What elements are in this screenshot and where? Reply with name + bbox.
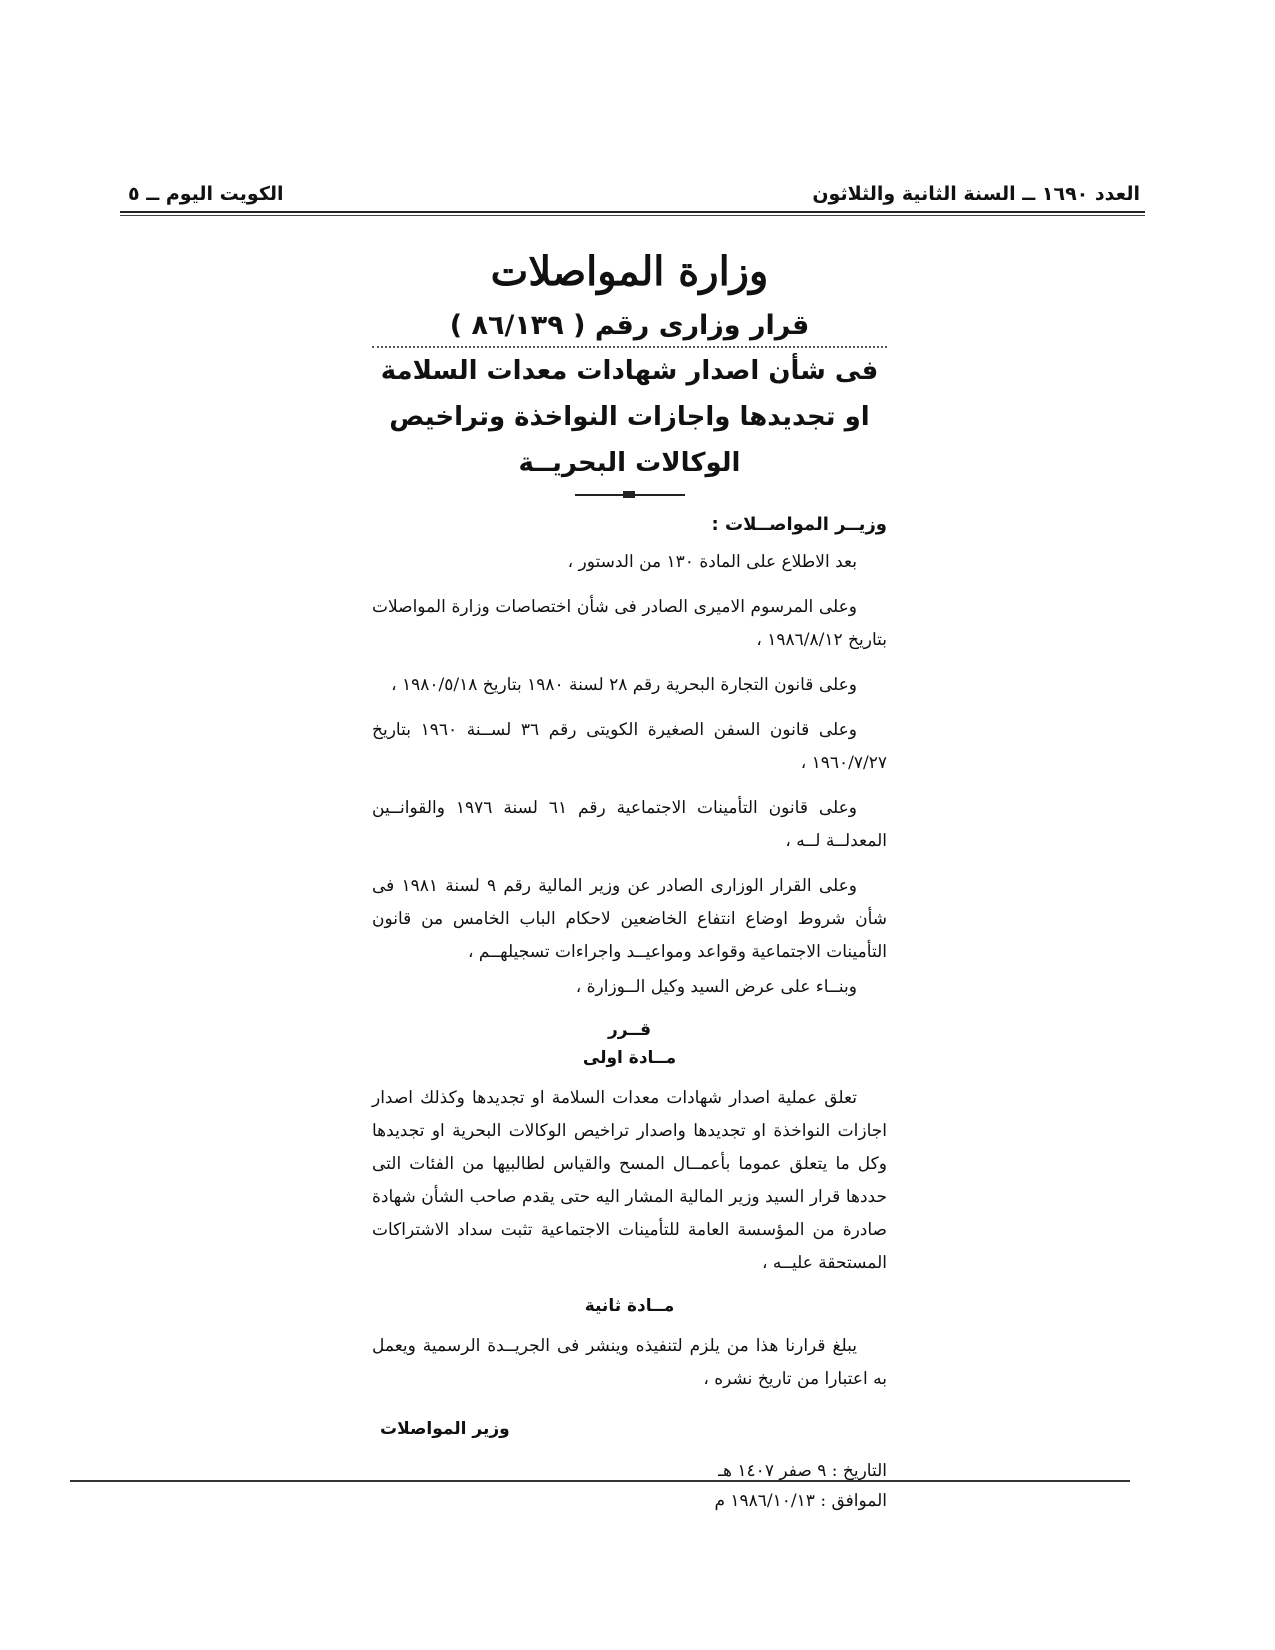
preamble-paragraph: وعلى القرار الوزارى الصادر عن وزير المالية رقم ٩ لسنة ١٩٨١ فى شأن شروط اوضاع انتفاع الخاضعين لاحكام الباب الخامس من قانون التأمينات الاجتماعية وقواعد ومواعيــد واجراءات تسجيلهــم ، (372, 876, 887, 962)
title-divider (575, 494, 685, 496)
decided-heading: قــرر (607, 1020, 652, 1040)
divider-ornament (623, 491, 635, 498)
decree-number: قرار وزارى رقم ( ٨٦/١٣٩ ) (449, 310, 810, 341)
preamble-paragraph: وعلى قانون السفن الصغيرة الكويتى رقم ٣٦ لســنة ١٩٦٠ بتاريخ ١٩٦٠/٧/٢٧ ، (372, 720, 887, 773)
header-rule-thin (120, 215, 1145, 216)
article-2-text: يبلغ قرارنا هذا من يلزم لتنفيذه وينشر فى الجريــدة الرسمية ويعمل به اعتبارا من تاريخ نشره ، (372, 1336, 887, 1389)
date-gregorian: الموافق : ١٩٨٦/١٠/١٣ م (714, 1491, 887, 1511)
page-header (128, 178, 1140, 210)
article-1-text: تعلق عملية اصدار شهادات معدات السلامة او تجديدها وكذلك اصدار اجازات النواخذة او تجديدها واصدار تراخيص الوكالات البحرية او تجديدها وكل ما يتعلق عموما بأعمــال المسح والقياس لطالبيها من الفئات التى حددها قرار السيد وزير المالية المشار اليه حتى يقدم صاحب الشأن شهادة صادرة من المؤسسة العامة للتأمينات الاجتماعية تثبت سداد الاشتراكات المستحقة عليــه ، (372, 1088, 887, 1273)
date-block (372, 1456, 887, 1516)
decree-column (372, 230, 887, 1516)
preamble-paragraph: وعلى قانون التجارة البحرية رقم ٢٨ لسنة ١٩٨٠ بتاريخ ١٩٨٠/٥/١٨ ، (391, 675, 857, 695)
decree-subject: فى شأن اصدار شهادات معدات السلامة او تجديدها واجازات النواخذة وتراخيص الوكالات البحريــة (372, 346, 887, 486)
issue-number: العدد ١٦٩٠ ــ السنة الثانية والثلاثون (812, 183, 1140, 205)
preamble-paragraph: وبنــاء على عرض السيد وكيل الــوزارة ، (575, 977, 857, 997)
minister-signature: وزير المواصلات (380, 1419, 510, 1439)
article-2-title: مــادة ثانية (584, 1296, 675, 1316)
minister-heading: وزيــر المواصــلات : (711, 514, 887, 535)
article-1-title: مــادة اولى (582, 1048, 677, 1068)
preamble-paragraph: وعلى قانون التأمينات الاجتماعية رقم ٦١ لسنة ١٩٧٦ والقوانــين المعدلــة لــه ، (372, 798, 887, 851)
date-hijri: التاريخ : ٩ صفر ١٤٠٧ هـ (718, 1461, 887, 1481)
footer-rule (70, 1480, 1130, 1482)
preamble-paragraph: وعلى المرسوم الاميرى الصادر فى شأن اختصاصات وزارة المواصلات بتاريخ ١٩٨٦/٨/١٢ ، (372, 597, 887, 650)
ministry-title: وزارة المواصلات (490, 248, 769, 295)
gazette-name: الكويت اليوم ــ ٥ (128, 183, 284, 205)
header-rule (120, 211, 1145, 213)
preamble-paragraph: بعد الاطلاع على المادة ١٣٠ من الدستور ، (567, 552, 857, 572)
